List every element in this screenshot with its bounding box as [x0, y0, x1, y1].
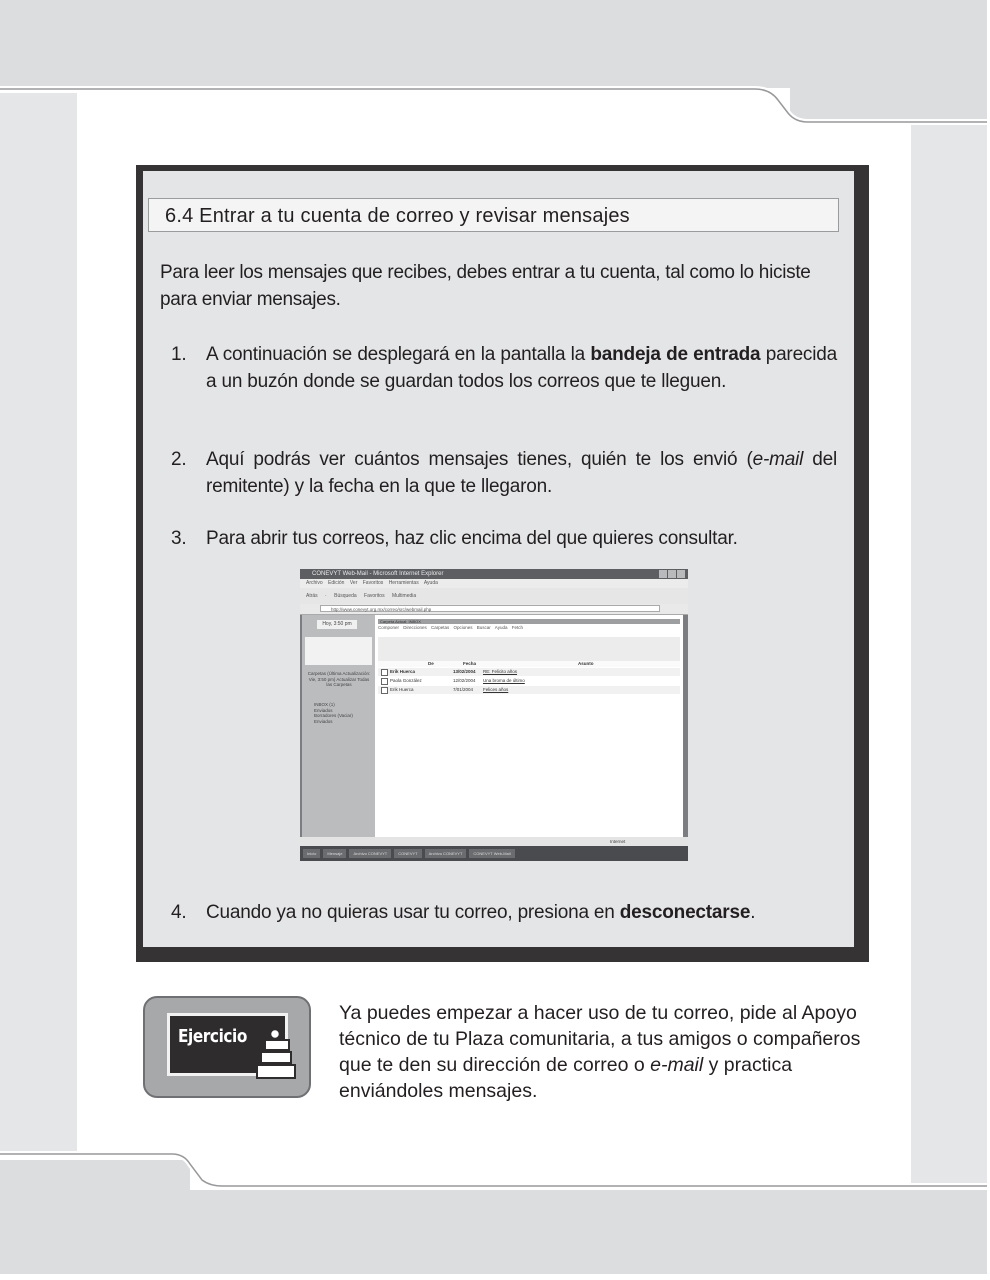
sidebar-date: Hoy, 3:50 pm — [317, 620, 357, 629]
inbox-row: Erik Huerca 7/01/2004 Felices años — [378, 686, 680, 694]
window-controls — [659, 570, 685, 578]
step-text: Aquí podrás ver cuántos mensajes tienes, quién te los envió (e-mail del remitente) y la fecha en la que te llegaron. — [206, 449, 837, 497]
webmail-inbox — [375, 615, 683, 837]
minimize-icon — [659, 570, 667, 578]
exercise-text: Ya puedes empezar a hacer uso de tu correo, pide al Apoyo técnico de tu Plaza comunitaria, a tus amigos o compañeros que te den su dirección de correo o e-mail y practica enviándoles mensajes. — [339, 1002, 861, 1102]
row-checkbox — [381, 687, 388, 694]
current-folder-bar: Carpeta Actual: INBOX — [378, 619, 680, 624]
step-number: 2. — [171, 449, 187, 470]
webmail-nav-links: Componer Direcciones Carpetas Opciones Buscar Ayuda Fetch — [378, 625, 523, 630]
step-text: Para abrir tus correos, haz clic encima del que quieres consultar. — [206, 528, 738, 549]
step-3 — [171, 525, 837, 552]
intro-paragraph: Para leer los mensajes que recibes, debes entrar a tu cuenta, tal como lo hiciste para enviar mensajes. — [160, 262, 811, 310]
step-number: 4. — [171, 902, 187, 923]
message-controls — [378, 637, 680, 661]
inbox-row: Paola González 12/02/2004 Una broma de último — [378, 677, 680, 685]
row-checkbox — [381, 678, 388, 685]
step-4 — [171, 899, 837, 926]
exercise-badge — [143, 996, 311, 1098]
browser-toolbar: Atrás · Búsqueda Favoritos Multimedia — [300, 588, 688, 604]
webmail-sidebar — [302, 615, 375, 837]
webmail-screenshot — [300, 569, 688, 861]
sidebar-folders-header: Carpetas (Última Actualización: Vie, 3:50 pm) Actualizar Todas las Carpetas — [307, 671, 371, 687]
step-number: 3. — [171, 528, 187, 549]
inbox-header: De Fecha Asunto — [378, 661, 680, 667]
sidebar-folder-list: INBOX (1) Enviados Borradores (Vaciar) Enviados — [314, 702, 353, 724]
browser-statusbar: Internet — [300, 837, 688, 846]
inbox-row: Erik Huerca 13/02/2004 RE: Felicito años — [378, 668, 680, 676]
window-titlebar: CONEVYT Web-Mail - Microsoft Internet Explorer — [300, 569, 688, 579]
row-checkbox — [381, 669, 388, 676]
address-field: http://www.conevyt.org.mx/correo/src/webmail.php — [320, 605, 660, 612]
address-bar — [300, 604, 688, 615]
windows-taskbar: Inicio Mensaje Archivo CONEVYT CONEVYT Archivo CONEVYT CONEVYT Web-Mail — [300, 846, 688, 861]
books-apple-icon — [255, 1026, 305, 1084]
exercise-label: Ejercicio — [178, 1026, 247, 1047]
maximize-icon — [668, 570, 676, 578]
step-text: Cuando ya no quieras usar tu correo, presiona en desconectarse. — [206, 902, 756, 923]
section-title: 6.4 Entrar a tu cuenta de correo y revisar mensajes — [148, 198, 839, 232]
step-number: 1. — [171, 344, 187, 365]
browser-menubar: Archivo Edición Ver Favoritos Herramientas Ayuda — [300, 579, 688, 588]
step-1 — [171, 341, 837, 395]
step-text: A continuación se desplegará en la pantalla la bandeja de entrada parecida a un buzón donde se guardan todos los correos que te lleguen. — [206, 344, 837, 392]
conevyt-logo — [305, 637, 372, 665]
step-2 — [171, 446, 837, 500]
close-icon — [677, 570, 685, 578]
